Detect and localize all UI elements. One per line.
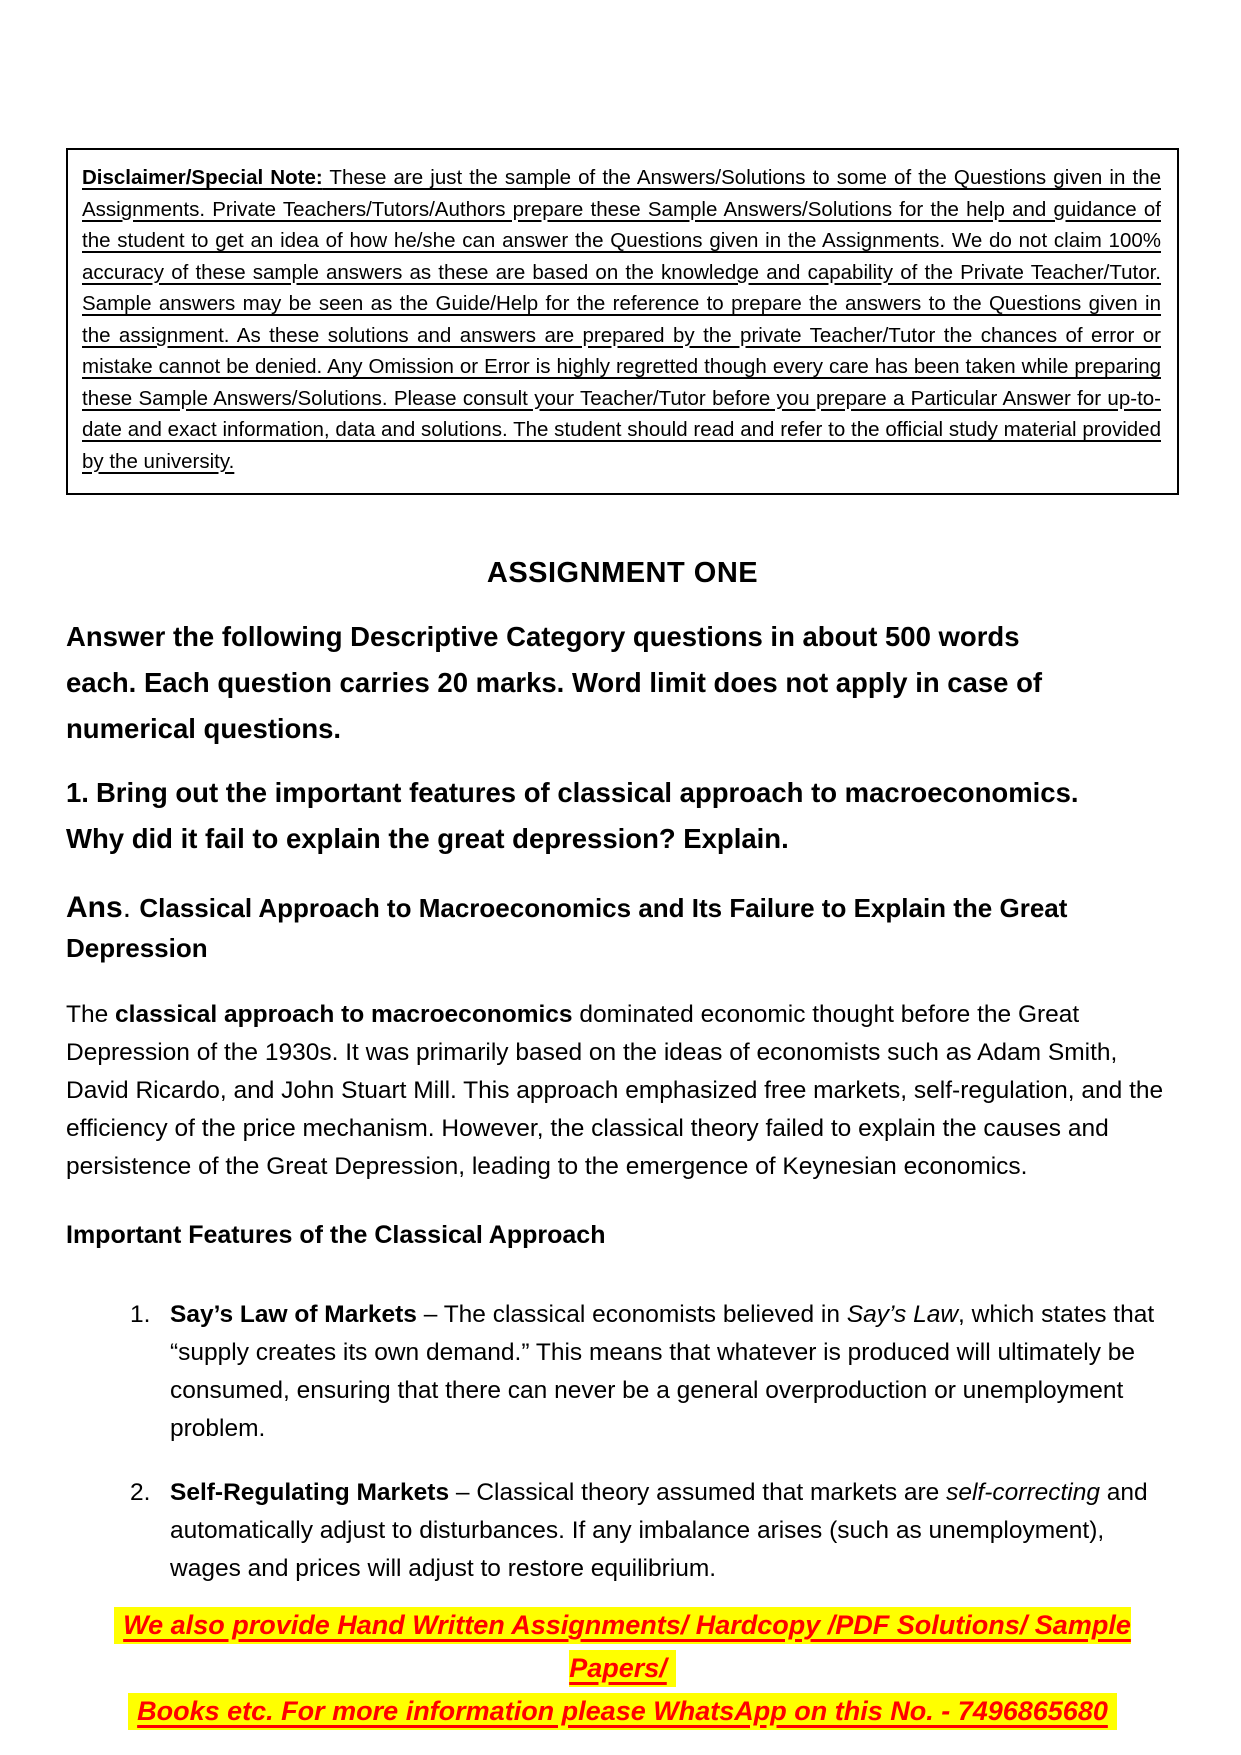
- promo-footer: [66, 1604, 1179, 1733]
- promo-footer-text: We also provide Hand Written Assignments/ Hardcopy /PDF Solutions/ Sample Papers/: [114, 1607, 1131, 1687]
- instructions-line: each. Each question carries 20 marks. Word limit does not apply in case of: [66, 667, 1043, 698]
- list-item-text: [170, 1474, 1179, 1588]
- list-item-body: Classical theory assumed that markets are: [476, 1479, 947, 1506]
- assignment-title: ASSIGNMENT ONE: [486, 557, 759, 589]
- answer-heading-text: Classical Approach to Macroeconomics and Its Failure to Explain the Great Depression: [66, 893, 1068, 963]
- list-item-body: The classical economists believed in: [443, 1301, 847, 1328]
- answer-heading: [66, 888, 1179, 968]
- answer-label: Ans: [66, 891, 123, 924]
- question-1-text: Bring out the important features of classical approach to macroeconomics.: [95, 777, 1079, 808]
- features-heading: Important Features of the Classical Approach: [66, 1221, 606, 1249]
- list-item-separator: –: [449, 1479, 477, 1506]
- list-item: [130, 1296, 1179, 1448]
- paragraph-bold-text: classical approach to macroeconomics: [115, 1001, 573, 1028]
- list-item-text: [170, 1296, 1179, 1448]
- answer-intro-paragraph: [66, 996, 1179, 1186]
- question-1-line: Why did it fail to explain the great depression? Explain.: [66, 823, 789, 854]
- disclaimer-label: Disclaimer/Special Note:: [82, 166, 323, 189]
- list-item-separator: –: [416, 1301, 444, 1328]
- list-item-number: 2.: [130, 1479, 151, 1506]
- disclaimer-box: [66, 148, 1179, 495]
- question-1: [66, 770, 1179, 862]
- list-item-italic: self-correcting: [946, 1479, 1100, 1506]
- instructions-line: numerical questions.: [66, 713, 342, 744]
- list-item-term: Say’s Law of Markets: [170, 1301, 417, 1328]
- paragraph-text: dominated economic thought before the Great Depression of the 1930s. It was primarily based on the ideas of economists such as Adam Smith, David Ricardo, and John Stuart Mill. This approach emphasized free markets, self-regulation, and the efficiency of the price mechanism. However, the classical theory failed to explain the causes and persistence of the Great Depression, leading to the emergence of Keynesian economics.: [66, 1001, 1164, 1180]
- list-item-number: 1.: [130, 1301, 151, 1328]
- list-item-body: , which states that “supply creates its own demand.” This means that whatever is produced will ultimately be consumed, ensuring that there can never be a general overproduction or unemployment problem.: [170, 1301, 1155, 1442]
- question-1-line: [66, 770, 1179, 816]
- disclaimer-text: These are just the sample of the Answers/Solutions to some of the Questions given in the Assignments. Private Teachers/Tutors/Authors prepare these Sample Answers/Solutions for the help and guidance of the student to get an idea of how he/she can answer the Questions given in the Assignments. We do not claim 100% accuracy of these sample answers as these are based on the knowledge and capability of the Private Teacher/Tutor. Sample answers may be seen as the Guide/Help for the reference to prepare the answers to the Questions given in the assignment. As these solutions and answers are prepared by the private Teacher/Tutor the chances of error or mistake cannot be denied. Any Omission or Error is highly regretted though every care has been taken while preparing these Sample Answers/Solutions. Please consult your Teacher/Tutor before you prepare a Particular Answer for up-to-date and exact information, data and solutions. The student should read and refer to the official study material provided by the university.: [82, 166, 1161, 473]
- promo-footer-text: Books etc. For more information please WhatsApp on this No. - 7496865680: [128, 1693, 1117, 1730]
- list-item-italic: Say’s Law: [846, 1301, 959, 1328]
- answer-label-dot: .: [122, 891, 140, 924]
- paragraph-text: The: [66, 1001, 116, 1028]
- question-1-number: 1.: [66, 777, 89, 808]
- list-item-body: and automatically adjust to disturbances. If any imbalance arises (such as unemployment), wages and prices will adjust to restore equilibrium.: [170, 1479, 1148, 1582]
- features-list: [66, 1270, 1179, 1588]
- instructions-line: Answer the following Descriptive Category questions in about 500 words: [66, 621, 1020, 652]
- promo-footer-line: [66, 1690, 1179, 1733]
- list-item-term: Self-Regulating Markets: [170, 1479, 450, 1506]
- promo-footer-line: [66, 1604, 1179, 1690]
- assignment-instructions: [66, 614, 1179, 752]
- list-item: [130, 1474, 1179, 1588]
